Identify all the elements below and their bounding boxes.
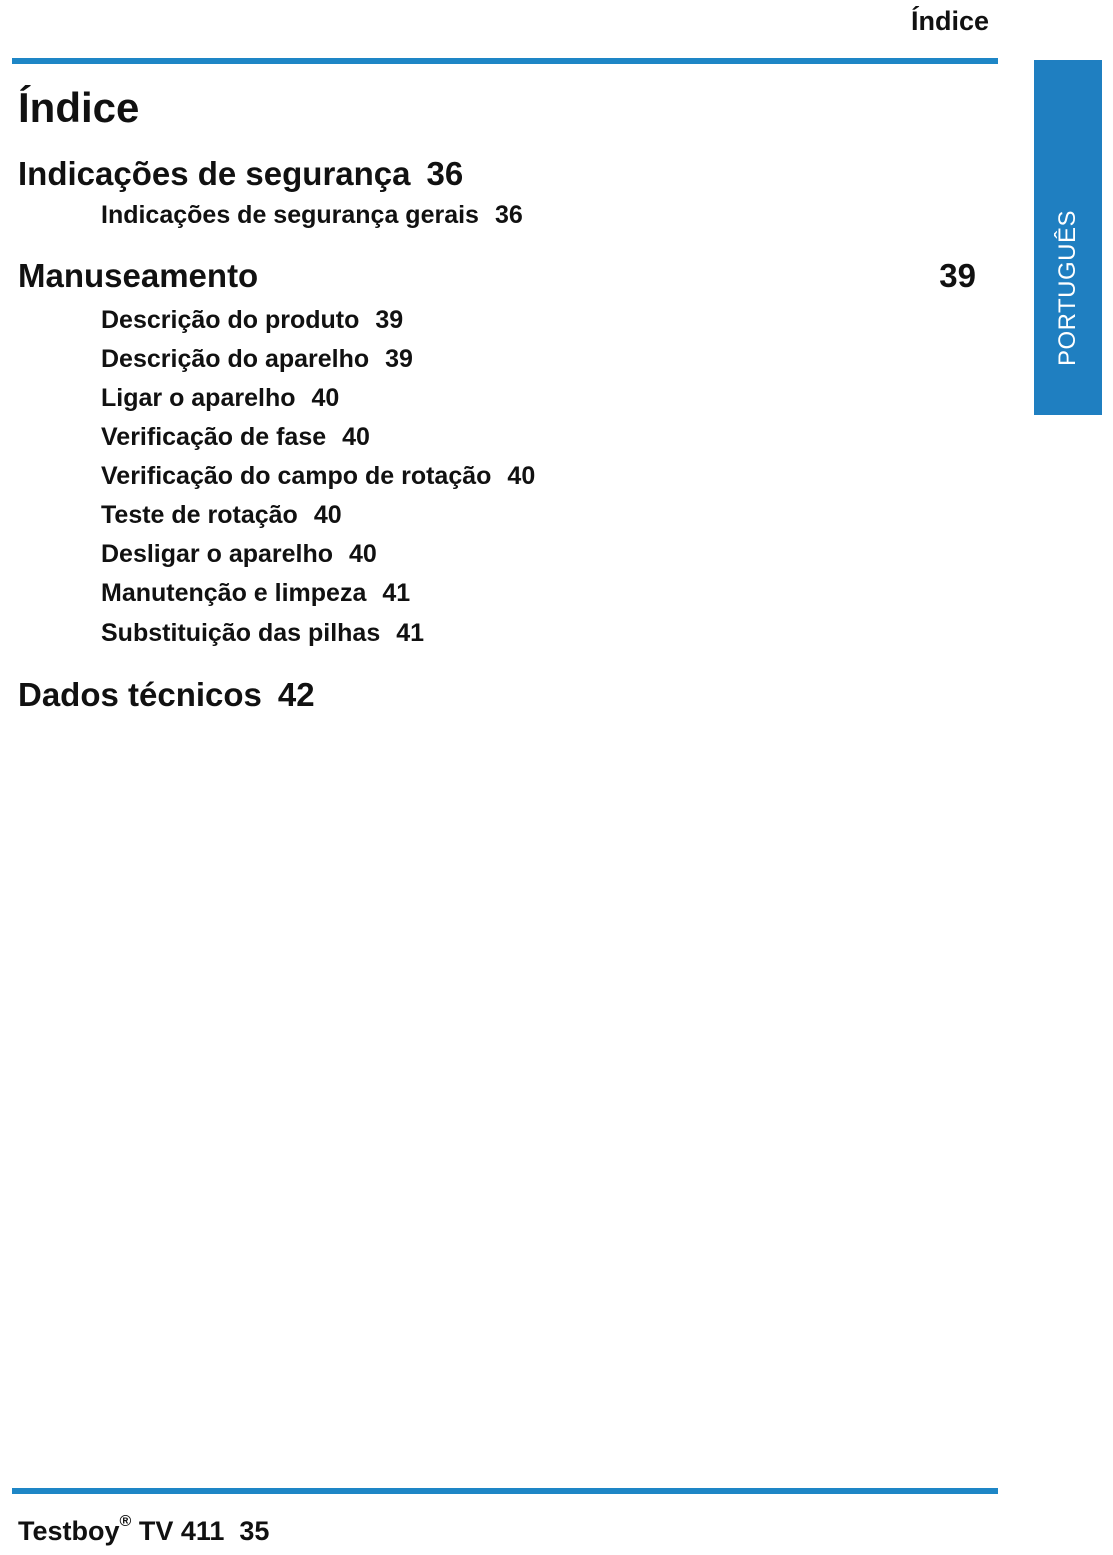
toc-entry-page: 36 <box>494 201 523 229</box>
toc-entry-page: 40 <box>349 540 377 568</box>
footer-page-number: 35 <box>239 1516 270 1546</box>
toc-entry[interactable] <box>101 201 523 230</box>
toc-entry-label: Ligar o aparelho <box>101 384 296 412</box>
language-tab <box>1034 60 1102 415</box>
footer-model: TV 411 <box>138 1516 225 1546</box>
toc-entry-label: Manutenção e limpeza <box>101 579 367 607</box>
toc-entry-page: 40 <box>342 423 370 451</box>
toc-entry-page: 39 <box>375 306 404 334</box>
toc-entry-label: Descrição do produto <box>101 306 360 334</box>
registered-mark: ® <box>119 1513 132 1530</box>
toc-entry-page: 39 <box>939 257 976 294</box>
page-title: Índice <box>18 84 140 131</box>
toc-entry[interactable] <box>101 619 424 648</box>
language-tab-label: PORTUGUÊS <box>1054 209 1081 366</box>
toc-entry[interactable] <box>18 155 463 193</box>
toc-entry[interactable] <box>101 423 370 452</box>
toc-entry-page: 42 <box>277 676 315 713</box>
toc-entry-label: Verificação do campo de rotação <box>101 462 492 490</box>
toc-entry-page: 40 <box>507 462 536 490</box>
toc-entry-label: Desligar o aparelho <box>101 540 334 568</box>
toc-entry-label: Verificação de fase <box>101 423 327 451</box>
toc-entry-page: 39 <box>385 345 413 373</box>
toc-entry-label: Indicações de segurança <box>18 155 411 192</box>
toc-entry-page: 41 <box>396 619 425 647</box>
running-head: Índice <box>910 6 989 36</box>
toc-entry[interactable] <box>101 540 377 569</box>
toc-entry-label: Dados técnicos <box>18 676 262 713</box>
toc-entry-page: 40 <box>311 384 340 412</box>
toc-entry[interactable] <box>18 257 990 295</box>
toc-entry-page: 41 <box>382 579 411 607</box>
toc-entry[interactable] <box>101 462 535 491</box>
top-rule <box>12 58 998 64</box>
toc-entry[interactable] <box>101 384 339 413</box>
toc-entry-page: 36 <box>426 155 464 192</box>
toc-entry[interactable] <box>101 306 403 335</box>
toc-entry-page: 40 <box>313 501 342 529</box>
footer-brand: Testboy <box>18 1516 120 1546</box>
toc-entry-label: Manuseamento <box>18 257 259 294</box>
toc-entry[interactable] <box>101 345 413 374</box>
toc-entry-label: Indicações de segurança gerais <box>101 201 479 229</box>
toc-entry[interactable] <box>18 676 315 714</box>
toc-entry-label: Descrição do aparelho <box>101 345 370 373</box>
toc-entry-label: Teste de rotação <box>101 501 298 529</box>
toc-entry[interactable] <box>101 579 410 608</box>
toc-entry[interactable] <box>101 501 342 530</box>
toc-entry-label: Substituição das pilhas <box>101 619 381 647</box>
bottom-rule <box>12 1488 998 1494</box>
footer <box>18 1513 270 1547</box>
